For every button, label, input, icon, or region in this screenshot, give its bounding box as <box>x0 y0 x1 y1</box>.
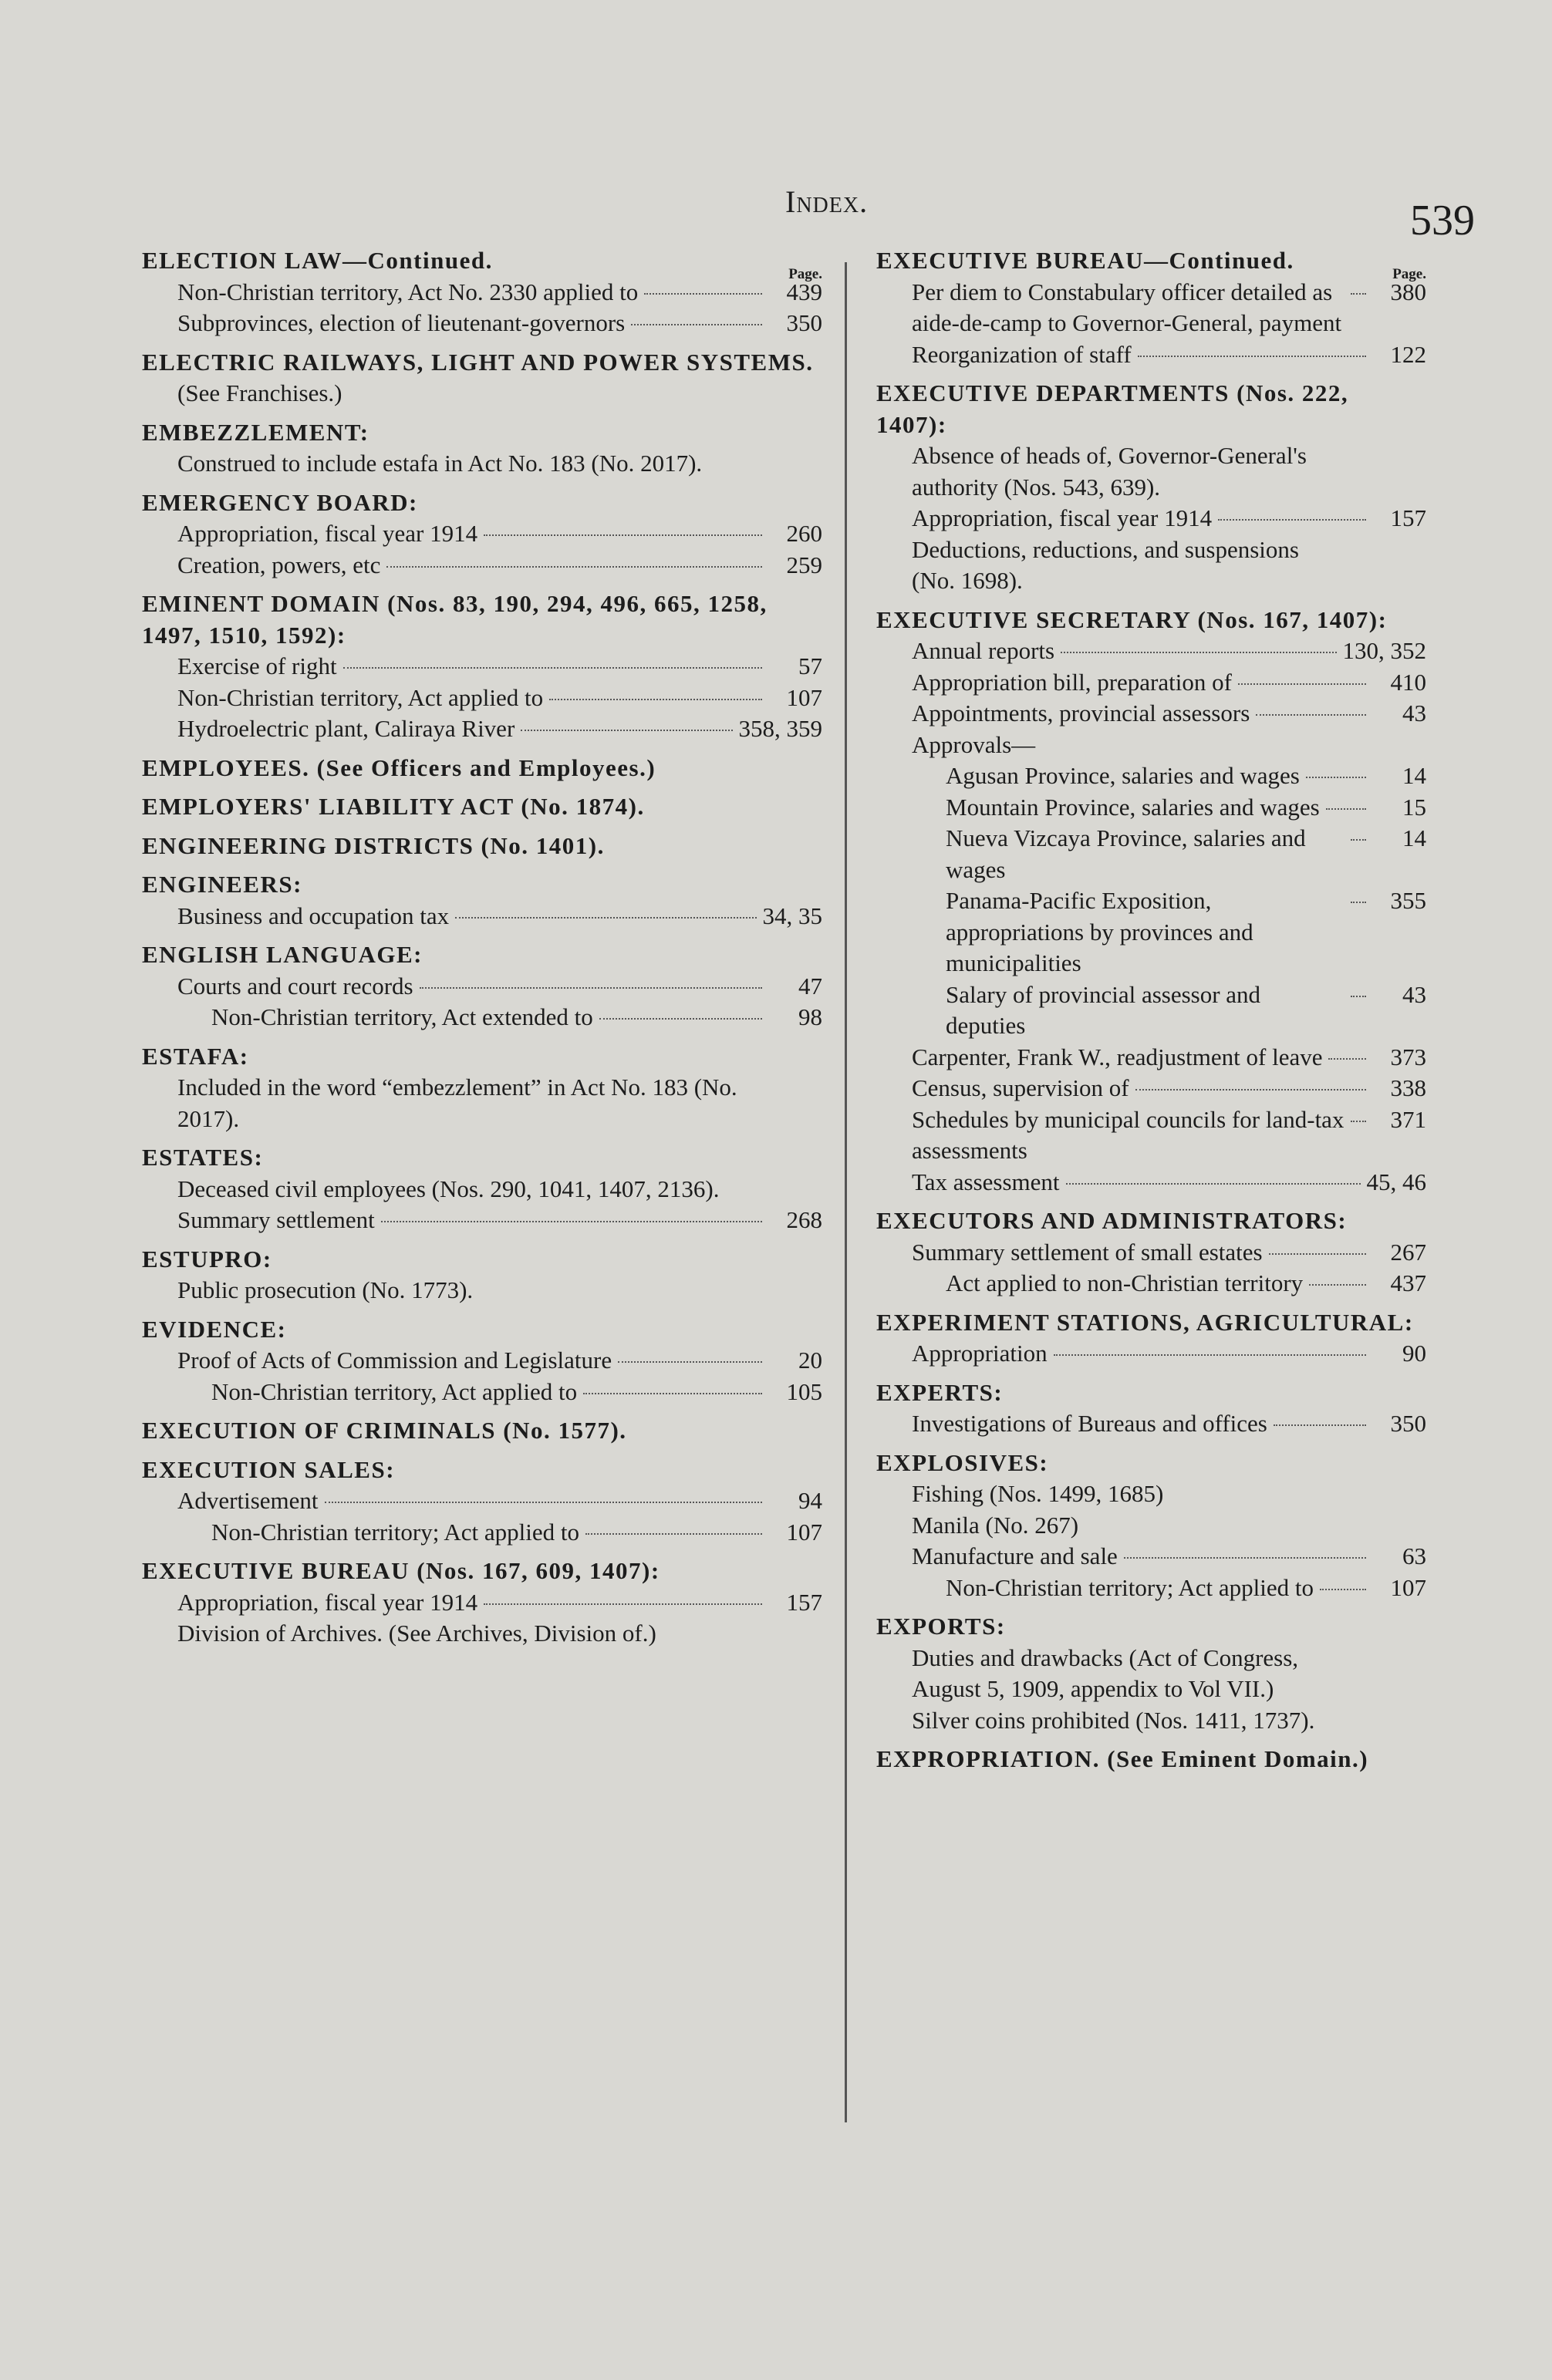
index-subentry: (See Franchises.) <box>177 379 342 406</box>
leader-dots <box>631 324 762 325</box>
page-reference: 410 <box>1390 668 1426 696</box>
leader-dots <box>484 1603 762 1605</box>
leader-dots <box>381 1221 762 1222</box>
page-reference: 20 <box>798 1347 822 1374</box>
index-heading: EXPORTS: <box>876 1613 1006 1640</box>
index-subentry <box>142 1587 822 1619</box>
index-subentry <box>142 277 822 308</box>
index-subentry: Silver coins prohibited (Nos. 1411, 1737). <box>912 1706 1315 1734</box>
entry-text: Per diem to Constabulary officer detailed as aide-de-camp to Governor-General, payment <box>912 278 1342 336</box>
page-reference: 373 <box>1390 1043 1426 1070</box>
entry-text: Non-Christian territory, Act No. 2330 applied to <box>177 278 639 305</box>
index-subentry <box>142 713 822 745</box>
entry-text: Non-Christian territory; Act applied to <box>946 1573 1314 1601</box>
page-reference: 260 <box>786 520 822 547</box>
entry-text: Creation, powers, etc <box>177 551 381 578</box>
leader-dots <box>1274 1424 1366 1426</box>
index-heading: ENGLISH LANGUAGE: <box>142 941 423 968</box>
page-reference: 358, 359 <box>738 715 822 742</box>
leader-dots <box>521 730 732 731</box>
page-reference: 259 <box>786 551 822 578</box>
entry-text: Exercise of right <box>177 652 337 679</box>
index-heading: EXPERTS: <box>876 1378 1004 1406</box>
entry-text: Business and occupation tax <box>177 902 450 929</box>
index-subentry <box>142 651 822 683</box>
index-subentry <box>142 1002 822 1033</box>
page-reference: 350 <box>1390 1410 1426 1437</box>
leader-dots <box>1351 1121 1366 1122</box>
index-heading: EXPLOSIVES: <box>876 1448 1049 1476</box>
page-reference: 43 <box>1402 700 1426 726</box>
leader-dots <box>618 1361 762 1363</box>
page-reference: 107 <box>1390 1573 1426 1601</box>
leader-dots <box>1061 652 1336 653</box>
page-reference: 34, 35 <box>762 902 822 929</box>
index-heading: EXECUTIVE SECRETARY (Nos. 167, 1407): <box>876 605 1388 633</box>
page-reference: 371 <box>1390 1105 1426 1133</box>
page-reference: 437 <box>1390 1269 1426 1296</box>
entry-text: Courts and court records <box>177 972 413 1000</box>
leader-dots <box>1238 683 1366 685</box>
index-subentry: Public prosecution (No. 1773). <box>177 1276 474 1303</box>
index-heading: EXPROPRIATION. (See Eminent Domain.) <box>876 1745 1369 1772</box>
entry-text: Non-Christian territory; Act applied to <box>211 1518 579 1546</box>
index-subentry <box>876 503 1426 534</box>
entry-text: Nueva Vizcaya Province, salaries and wages <box>946 824 1306 883</box>
entry-text: Summary settlement <box>177 1206 375 1233</box>
index-subentry <box>142 550 822 582</box>
column-divider <box>845 262 847 2122</box>
index-heading: EMBEZZLEMENT: <box>142 418 369 446</box>
page-reference: 105 <box>786 1377 822 1405</box>
entry-text: Act applied to non-Christian territory <box>946 1269 1304 1296</box>
index-subentry <box>876 698 1426 730</box>
index-subentry <box>142 308 822 339</box>
index-heading: EXECUTIVE DEPARTMENTS (Nos. 222, 1407): <box>876 379 1349 438</box>
page-reference: 15 <box>1402 793 1426 821</box>
page-reference: 355 <box>1390 887 1426 914</box>
entry-text: Non-Christian territory, Act extended to <box>211 1003 593 1030</box>
entry-text: Subprovinces, election of lieutenant-governors <box>177 309 626 336</box>
page-reference: 94 <box>798 1487 822 1514</box>
leader-dots <box>583 1393 762 1394</box>
index-heading: EXECUTION SALES: <box>142 1455 396 1483</box>
leader-dots <box>1054 1354 1366 1356</box>
page-reference: 130, 352 <box>1342 637 1426 664</box>
index-subentry <box>142 518 822 550</box>
entry-text: Panama-Pacific Exposition, appropriations by provinces and municipalities <box>946 887 1253 976</box>
leader-dots <box>1135 1089 1366 1091</box>
entry-text: Carpenter, Frank W., readjustment of leave <box>912 1043 1323 1070</box>
leader-dots <box>386 566 762 568</box>
entry-text: Advertisement <box>177 1487 319 1514</box>
entry-text: Appropriation bill, preparation of <box>912 668 1232 696</box>
entry-text: Census, supervision of <box>912 1074 1129 1101</box>
index-subentry <box>876 1338 1426 1370</box>
entry-text: Appropriation, fiscal year 1914 <box>177 1588 478 1616</box>
page-reference: 157 <box>1390 504 1426 531</box>
index-heading: ESTATES: <box>142 1144 264 1171</box>
index-subentry <box>876 792 1426 824</box>
page-reference: 107 <box>786 1518 822 1546</box>
entry-text: Hydroelectric plant, Caliraya River <box>177 715 515 742</box>
leader-dots <box>1351 839 1366 841</box>
entry-text: Summary settlement of small estates <box>912 1238 1263 1266</box>
entry-text: Reorganization of staff <box>912 340 1132 368</box>
page-reference: 268 <box>786 1206 822 1233</box>
entry-text: Appropriation, fiscal year 1914 <box>912 504 1213 531</box>
leader-dots <box>343 667 762 669</box>
index-heading: EXECUTORS AND ADMINISTRATORS: <box>876 1207 1348 1234</box>
page-reference: 45, 46 <box>1366 1168 1426 1195</box>
index-column-right <box>876 245 1426 1775</box>
leader-dots <box>599 1018 762 1020</box>
leader-dots <box>325 1502 762 1503</box>
page-reference: 63 <box>1402 1542 1426 1569</box>
index-subentry <box>876 1073 1426 1104</box>
index-heading: EMERGENCY BOARD: <box>142 488 418 516</box>
leader-dots <box>1351 902 1366 903</box>
page-reference: 90 <box>1402 1340 1426 1367</box>
entry-text: Appointments, provincial assessors <box>912 700 1250 726</box>
index-subentry: Included in the word “embezzlement” in Act No. 183 (No. 2017). <box>177 1074 737 1132</box>
page-reference: 338 <box>1390 1074 1426 1101</box>
entry-text: Non-Christian territory, Act applied to <box>211 1377 578 1405</box>
entry-text: Non-Christian territory, Act applied to <box>177 683 544 711</box>
leader-dots <box>1066 1183 1361 1185</box>
leader-dots <box>420 987 762 989</box>
leader-dots <box>1269 1253 1366 1255</box>
index-subentry: Deductions, reductions, and suspensions (No. 1698). <box>912 535 1299 594</box>
index-subentry <box>142 1205 822 1236</box>
index-heading: EXECUTION OF CRIMINALS (No. 1577). <box>142 1417 627 1444</box>
index-subentry <box>876 1573 1426 1604</box>
index-subentry <box>142 971 822 1003</box>
index-heading: ENGINEERS: <box>142 871 302 898</box>
index-subentry: Fishing (Nos. 1499, 1685) <box>912 1480 1164 1507</box>
index-subentry <box>142 1485 822 1517</box>
index-heading: EMINENT DOMAIN (Nos. 83, 190, 294, 496, 665, 1258, 1497, 1510, 1592): <box>142 590 768 649</box>
page-column-label: Page. <box>1392 266 1426 282</box>
leader-dots <box>1124 1557 1366 1559</box>
index-subentry: Division of Archives. (See Archives, Division of.) <box>177 1620 656 1647</box>
entry-text: Manufacture and sale <box>912 1542 1118 1569</box>
index-subentry <box>142 1377 822 1408</box>
page-title-text: Index. <box>785 184 869 219</box>
page-reference: 14 <box>1402 824 1426 851</box>
index-subentry <box>876 1237 1426 1269</box>
index-subentry <box>876 1408 1426 1440</box>
page-reference: 98 <box>798 1003 822 1030</box>
page-reference: 267 <box>1390 1238 1426 1266</box>
index-subentry <box>876 979 1426 1042</box>
page-reference: 47 <box>798 972 822 1000</box>
page-column-label: Page. <box>788 266 822 282</box>
index-heading: EMPLOYEES. (See Officers and Employees.) <box>142 753 656 781</box>
page-number: 539 <box>1410 197 1475 244</box>
leader-dots <box>1320 1589 1366 1590</box>
index-heading: EMPLOYERS' LIABILITY ACT (No. 1874). <box>142 793 645 820</box>
index-subentry <box>876 1167 1426 1198</box>
page-reference: 43 <box>1402 980 1426 1008</box>
index-subentry <box>876 277 1426 339</box>
index-subentry: Deceased civil employees (Nos. 290, 1041, 1407, 2136). <box>177 1175 720 1202</box>
page-reference: 350 <box>786 309 822 336</box>
index-subentry <box>142 1345 822 1377</box>
leader-dots <box>1218 519 1366 521</box>
page-reference: 380 <box>1390 278 1426 305</box>
index-heading: EXPERIMENT STATIONS, AGRICULTURAL: <box>876 1308 1414 1336</box>
entry-text: Proof of Acts of Commission and Legislature <box>177 1347 612 1374</box>
index-subentry <box>142 1517 822 1549</box>
page-reference: 157 <box>786 1588 822 1616</box>
page-reference: 439 <box>786 278 822 305</box>
page-reference: 57 <box>798 652 822 679</box>
leader-dots <box>1138 356 1366 357</box>
index-heading: EXECUTIVE BUREAU (Nos. 167, 609, 1407): <box>142 1557 660 1584</box>
entry-text: Schedules by municipal councils for land-tax assessments <box>912 1105 1345 1164</box>
leader-dots <box>455 917 756 919</box>
index-subentry <box>876 339 1426 371</box>
index-subentry: Duties and drawbacks (Act of Congress, August 5, 1909, appendix to Vol VII.) <box>912 1643 1299 1702</box>
index-column-left <box>142 245 822 1650</box>
leader-dots <box>1306 777 1366 778</box>
leader-dots <box>1328 1058 1366 1060</box>
page-reference: 107 <box>786 683 822 711</box>
entry-text: Investigations of Bureaus and offices <box>912 1410 1267 1437</box>
index-subentry <box>876 1541 1426 1573</box>
index-subentry <box>876 635 1426 667</box>
index-subentry <box>142 901 822 932</box>
leader-dots <box>585 1533 762 1535</box>
page-reference: 122 <box>1390 340 1426 368</box>
page-title <box>785 184 868 220</box>
index-heading: EXECUTIVE BUREAU—Continued. <box>876 247 1294 274</box>
index-subentry <box>876 1042 1426 1074</box>
page-reference: 14 <box>1402 762 1426 789</box>
index-heading: ELECTION LAW—Continued. <box>142 247 493 274</box>
index-subentry <box>142 683 822 714</box>
leader-dots <box>1351 996 1366 997</box>
index-subentry <box>876 760 1426 792</box>
index-subentry <box>876 823 1426 885</box>
index-subentry: Manila (No. 267) <box>912 1511 1079 1539</box>
entry-text: Agusan Province, salaries and wages <box>946 762 1300 789</box>
index-subentry: Approvals— <box>912 730 1036 758</box>
index-heading: ESTAFA: <box>142 1042 249 1070</box>
index-subentry: Construed to include estafa in Act No. 183 (No. 2017). <box>177 450 703 477</box>
index-subentry <box>876 1104 1426 1167</box>
leader-dots <box>644 293 762 295</box>
leader-dots <box>484 534 762 536</box>
entry-text: Annual reports <box>912 637 1055 664</box>
index-heading: ESTUPRO: <box>142 1245 272 1273</box>
index-heading: ENGINEERING DISTRICTS (No. 1401). <box>142 831 605 859</box>
index-heading: ELECTRIC RAILWAYS, LIGHT AND POWER SYSTEMS. <box>142 348 814 376</box>
leader-dots <box>1309 1284 1366 1286</box>
index-subentry: Absence of heads of, Governor-General's authority (Nos. 543, 639). <box>912 442 1307 501</box>
leader-dots <box>1256 714 1366 716</box>
leader-dots <box>1351 293 1366 295</box>
entry-text: Salary of provincial assessor and deputies <box>946 980 1261 1039</box>
entry-text: Appropriation, fiscal year 1914 <box>177 520 478 547</box>
index-subentry <box>876 1268 1426 1300</box>
entry-text: Appropriation <box>912 1340 1048 1367</box>
leader-dots <box>1326 808 1366 810</box>
index-subentry <box>876 667 1426 699</box>
entry-text: Mountain Province, salaries and wages <box>946 793 1320 821</box>
index-subentry <box>876 885 1426 979</box>
entry-text: Tax assessment <box>912 1168 1060 1195</box>
index-heading: EVIDENCE: <box>142 1315 287 1343</box>
leader-dots <box>549 699 762 700</box>
